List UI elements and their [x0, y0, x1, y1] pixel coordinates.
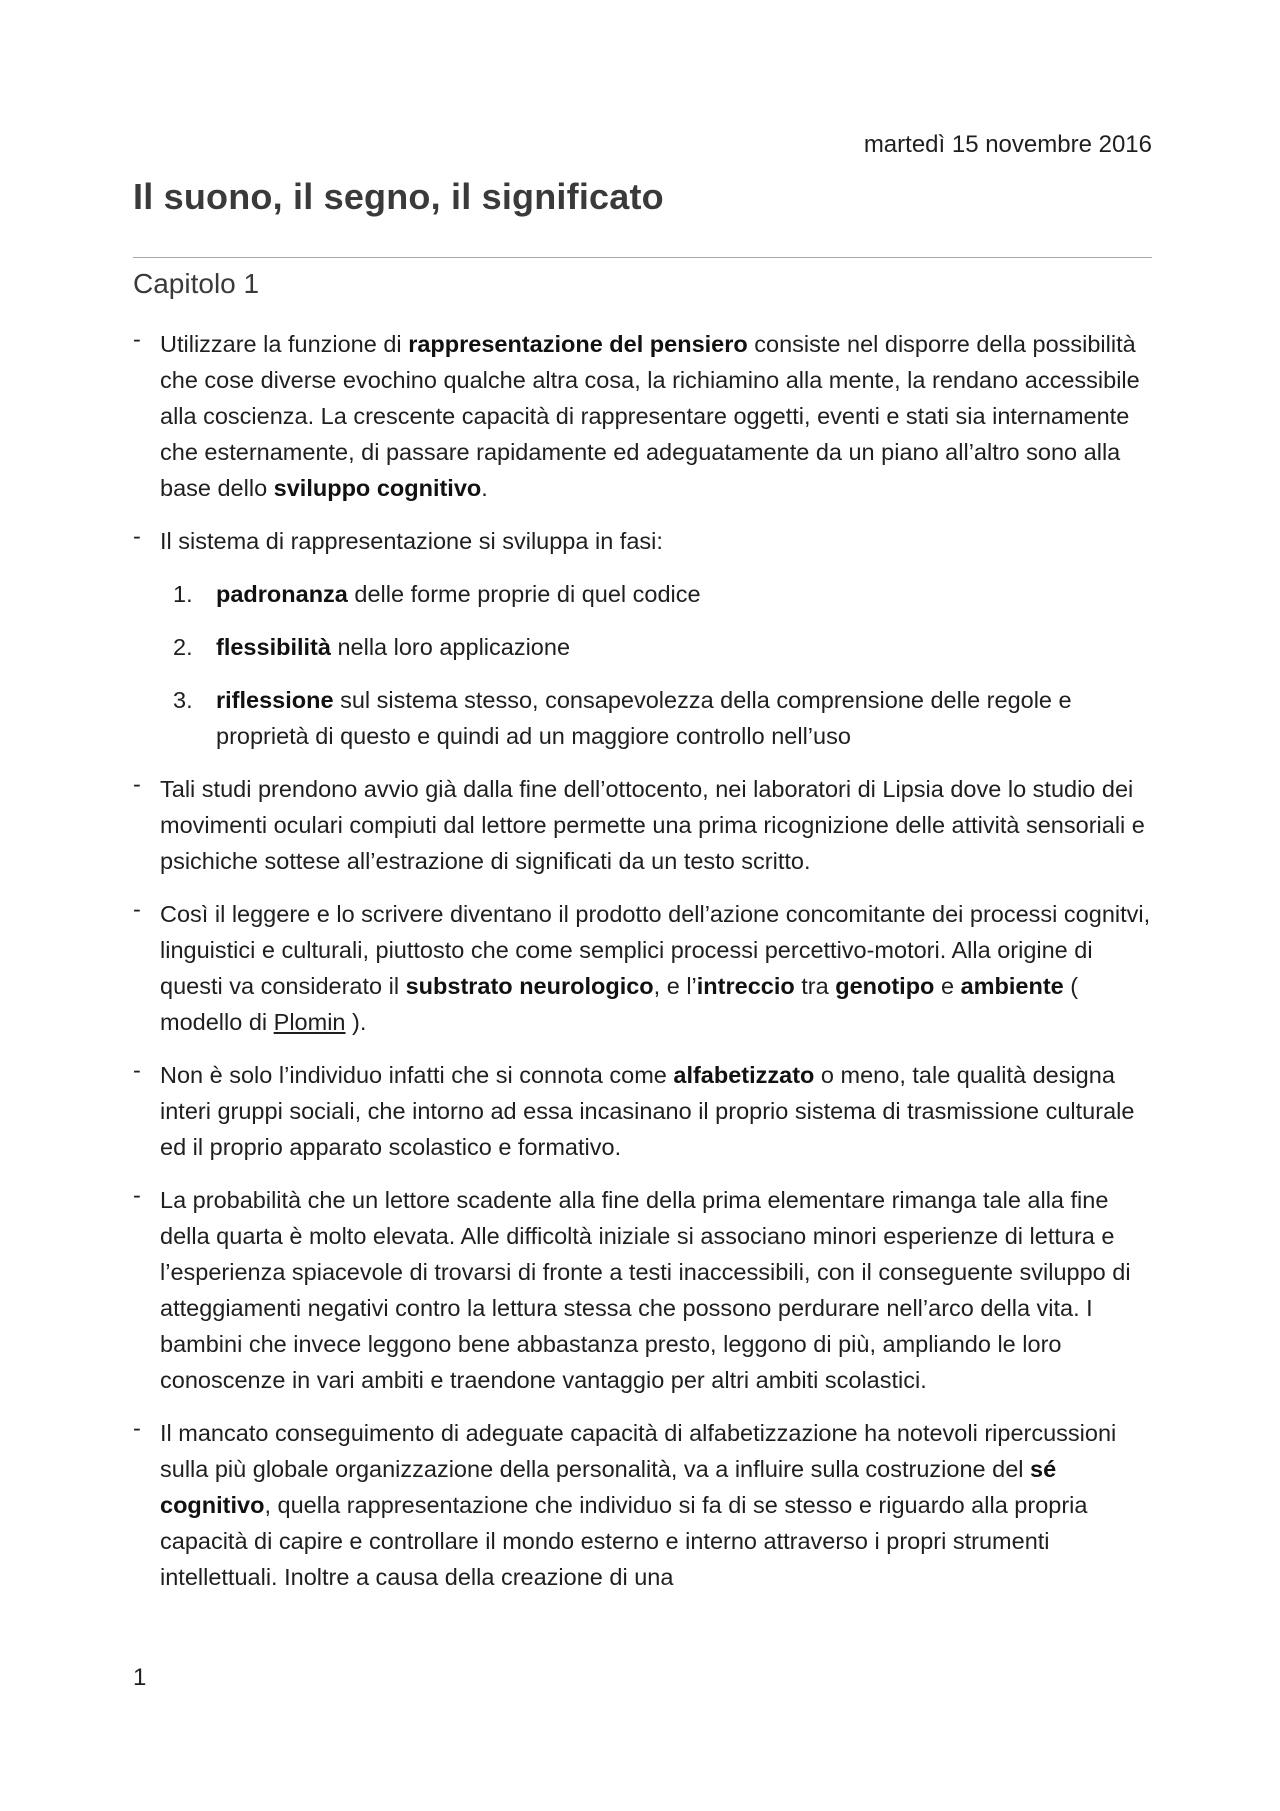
- paragraph-text: ).: [345, 1009, 367, 1035]
- bullet-paragraph-6: [133, 1182, 1152, 1398]
- document-title: Il suono, il segno, il significato: [133, 176, 664, 217]
- paragraph-text: La probabilità che un lettore scadente alla fine della prima elementare rimanga tale alla fine della quarta è molto elevata. Alle difficoltà iniziale si associano minori esperienze di lettura e l’esperienza spiacevole di trovarsi di fronte a testi inaccessibili, con il conseguente sviluppo di atteggiamenti negativi contro la lettura stessa che possono perdurare nell’arco della vita. I bambini che invece leggono bene abbastanza presto, leggono di più, ampliando le loro conoscenze in vari ambiti e traendone vantaggio per altri ambiti scolastici.: [160, 1187, 1131, 1393]
- paragraph-text: , quella rappresentazione che individuo si fa di se stesso e riguardo alla propria capacità di capire e controllare il mondo esterno e interno attraverso i propri strumenti intellettuali. Inoltre a causa della creazione di una: [160, 1492, 1088, 1590]
- paragraph-text: o meno, tale qualità designa interi gruppi sociali, che intorno ad essa incasinano il proprio sistema di trasmissione culturale ed il proprio apparato scolastico e formativo.: [160, 1062, 1135, 1160]
- paragraph-text: tra: [794, 973, 836, 999]
- paragraph-text: .: [481, 475, 488, 501]
- bold-term: sviluppo cognitivo: [273, 475, 482, 501]
- bullet-paragraph-3: [133, 771, 1152, 879]
- bullet-paragraph-1: [133, 326, 1152, 506]
- bullet-marker: -: [133, 1182, 141, 1208]
- paragraph-text: Il sistema di rappresentazione si sviluppa in fasi:: [160, 528, 663, 554]
- bullet-paragraph-2: [133, 523, 1152, 559]
- bold-term: padronanza: [216, 581, 348, 607]
- bullet-marker: -: [133, 771, 141, 797]
- phase-item-2: [133, 629, 1152, 665]
- paragraph-text: Il mancato conseguimento di adeguate capacità di alfabetizzazione ha notevoli ripercussioni sulla più globale organizzazione della personalità, va a influire sulla costruzione del: [160, 1420, 1117, 1482]
- paragraph-text: Utilizzare la funzione di: [160, 331, 409, 357]
- paragraph-text: , e l’: [653, 973, 697, 999]
- bullet-paragraph-7: [133, 1415, 1152, 1595]
- bullet-marker: -: [133, 1057, 141, 1083]
- bold-term: ambiente: [960, 973, 1064, 999]
- title-divider: [133, 257, 1152, 258]
- paragraph-text: e: [934, 973, 961, 999]
- list-text: sul sistema stesso, consapevolezza della comprensione delle regole e proprietà di questo e quindi ad un maggiore controllo nell’uso: [216, 687, 1072, 749]
- bold-term: rappresentazione del pensiero: [408, 331, 748, 357]
- chapter-heading: Capitolo 1: [133, 268, 260, 299]
- document-body: [133, 326, 1152, 1612]
- list-text: nella loro applicazione: [330, 634, 571, 660]
- bullet-marker: -: [133, 896, 141, 922]
- bold-term: alfabetizzato: [673, 1062, 815, 1088]
- list-number: 2.: [173, 634, 193, 660]
- bold-term: riflessione: [216, 687, 334, 713]
- bold-term: flessibilità: [216, 634, 331, 660]
- list-number: 3.: [173, 687, 193, 713]
- paragraph-text: Così il leggere e lo scrivere diventano il prodotto dell’azione concomitante dei processi cognitvi, linguistici e culturali, piuttosto che come semplici processi percettivo-motori. Alla origine di questi va considerato il: [160, 901, 1151, 999]
- phase-item-3: [133, 682, 1152, 754]
- list-text: delle forme proprie di quel codice: [347, 581, 701, 607]
- bold-term: substrato neurologico: [405, 973, 654, 999]
- document-date: martedì 15 novembre 2016: [863, 131, 1152, 158]
- plomin-link[interactable]: Plomin: [273, 1009, 346, 1035]
- bold-term: genotipo: [835, 973, 935, 999]
- bullet-marker: -: [133, 326, 141, 352]
- bullet-paragraph-4: [133, 896, 1152, 1040]
- list-number: 1.: [173, 581, 193, 607]
- paragraph-text: consiste nel disporre della possibilità che cose diverse evochino qualche altra cosa, la richiamino alla mente, la rendano accessibile alla coscienza. La crescente capacità di rappresentare oggetti, eventi e stati sia internamente che esternamente, di passare rapidamente ed adeguatamente da un piano all’altro sono alla base dello: [160, 331, 1140, 501]
- page-number: 1: [133, 1664, 147, 1691]
- paragraph-text: ( modello di: [160, 973, 1079, 1035]
- phases-list: [133, 576, 1152, 754]
- bold-term: sé cognitivo: [160, 1456, 1057, 1518]
- bullet-marker: -: [133, 523, 141, 549]
- paragraph-text: Tali studi prendono avvio già dalla fine dell’ottocento, nei laboratori di Lipsia dove lo studio dei movimenti oculari compiuti dal lettore permette una prima ricognizione delle attività sensoriali e psichiche sottese all’estrazione di significati da un testo scritto.: [160, 776, 1145, 874]
- phase-item-1: [133, 576, 1152, 612]
- bullet-paragraph-5: [133, 1057, 1152, 1165]
- paragraph-text: Non è solo l’individuo infatti che si connota come: [160, 1062, 674, 1088]
- bullet-marker: -: [133, 1415, 141, 1441]
- bold-term: intreccio: [696, 973, 795, 999]
